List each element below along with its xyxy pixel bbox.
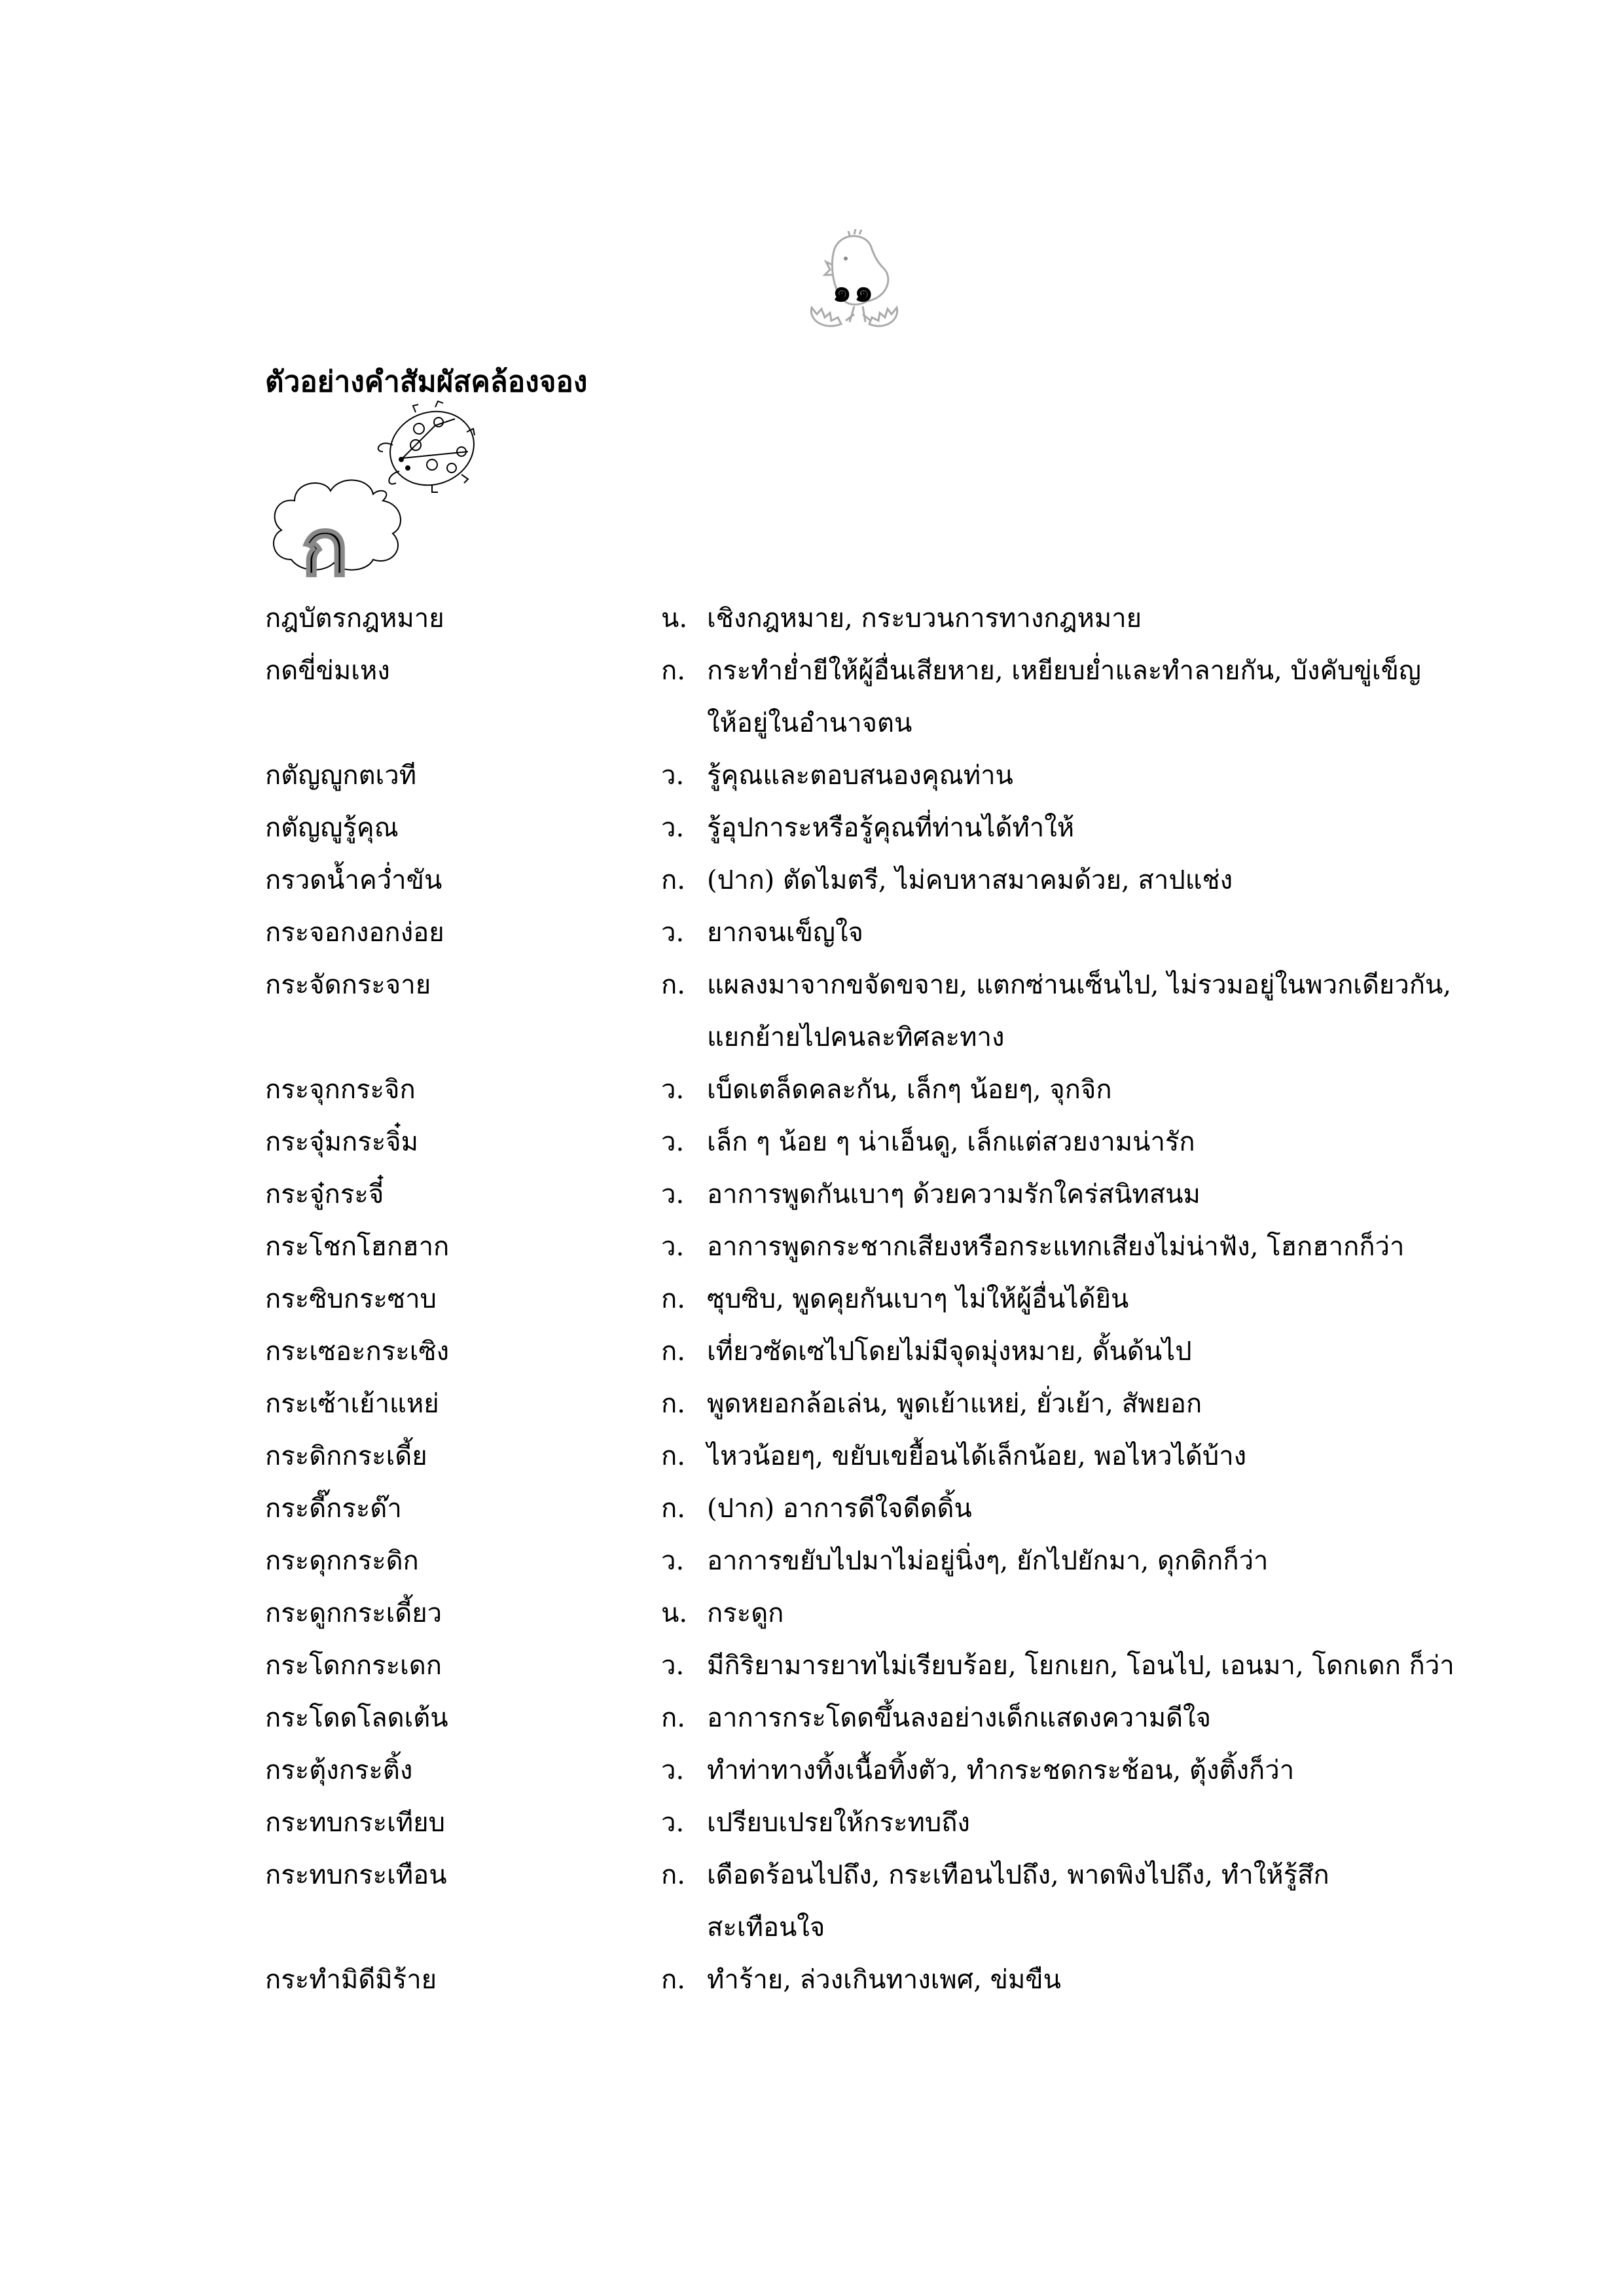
part-of-speech: ว. <box>661 1755 685 1785</box>
entry-word: กระโดดโลดเต้น <box>265 1703 448 1733</box>
entry-definition <box>707 1692 1509 1744</box>
dictionary-entry <box>265 592 1509 645</box>
part-of-speech: น. <box>661 1598 688 1628</box>
entry-word: กระจุ๋มกระจิ๋ม <box>265 1127 418 1157</box>
part-of-speech: ก. <box>661 1965 685 1995</box>
section-illustration <box>265 399 501 594</box>
entry-definition <box>707 1954 1509 2006</box>
dictionary-entry <box>265 854 1509 906</box>
dictionary-entry <box>265 1482 1509 1535</box>
definition-line: (ปาก) ตัดไมตรี, ไม่คบหาสมาคมด้วย, สาปแช่ง <box>707 865 1233 895</box>
entry-definition <box>707 749 1509 802</box>
dictionary-entry <box>265 1692 1509 1744</box>
dictionary-entry <box>265 802 1509 854</box>
dictionary-entry <box>265 1744 1509 1797</box>
ladybug-icon <box>370 399 481 497</box>
dictionary-entry <box>265 1954 1509 2006</box>
entry-word: กรวดน้ำคว่ำขัน <box>265 865 442 895</box>
definition-line: อาการพูดกันเบาๆ ด้วยความรักใคร่สนิทสนม <box>707 1179 1200 1210</box>
entry-word: กระโชกโฮกฮาก <box>265 1232 450 1262</box>
part-of-speech: ก. <box>661 1441 685 1471</box>
entry-definition <box>707 1221 1509 1273</box>
dictionary-entry <box>265 1849 1509 1954</box>
definition-line: เบ็ดเตล็ดคละกัน, เล็กๆ น้อยๆ, จุกจิก <box>707 1075 1112 1105</box>
section-title: ตัวอย่างคำสัมผัสคล้องจอง <box>265 365 588 399</box>
entry-word: กระทบกระเทือน <box>265 1860 447 1890</box>
entry-definition <box>707 854 1509 906</box>
dictionary-entry-list <box>265 592 1509 2006</box>
entry-word: กระจุกกระจิก <box>265 1075 416 1105</box>
part-of-speech: ก. <box>661 1494 685 1524</box>
part-of-speech: ว. <box>661 813 685 843</box>
entry-definition <box>707 1482 1509 1535</box>
definition-line: สะเทือนใจ <box>707 1912 825 1943</box>
dictionary-entry <box>265 1064 1509 1116</box>
entry-definition <box>707 592 1509 645</box>
definition-line: กระทำย่ำยีให้ผู้อื่นเสียหาย, เหยียบย่ำและทำลายกัน, บังคับขู่เข็ญ <box>707 656 1421 686</box>
definition-line: รู้อุปการะหรือรู้คุณที่ท่านได้ทำให้ <box>707 813 1075 843</box>
part-of-speech: ว. <box>661 1808 685 1838</box>
dictionary-entry <box>265 1325 1509 1378</box>
part-of-speech: ก. <box>661 1389 685 1419</box>
part-of-speech: ก. <box>661 656 685 686</box>
definition-line: ทำท่าทางทิ้งเนื้อทิ้งตัว, ทำกระชดกระช้อน, ตุ้งติ้งก็ว่า <box>707 1755 1295 1785</box>
definition-line: พูดหยอกล้อเล่น, พูดเย้าแหย่, ยั่วเย้า, สัพยอก <box>707 1389 1202 1419</box>
dictionary-entry <box>265 1797 1509 1849</box>
part-of-speech: ก. <box>661 1336 685 1367</box>
definition-line: ซุบซิบ, พูดคุยกันเบาๆ ไม่ให้ผู้อื่นได้ยิน <box>707 1284 1129 1314</box>
entry-definition <box>707 959 1509 1064</box>
part-of-speech: ก. <box>661 1860 685 1890</box>
dictionary-entry <box>265 1535 1509 1587</box>
part-of-speech: ว. <box>661 1232 685 1262</box>
entry-word: กระดุกกระดิก <box>265 1546 419 1576</box>
entry-definition <box>707 802 1509 854</box>
page-number-badge <box>792 229 916 334</box>
entry-definition <box>707 645 1509 749</box>
part-of-speech: ก. <box>661 1284 685 1314</box>
definition-line: เปรียบเปรยให้กระทบถึง <box>707 1808 970 1838</box>
definition-line: แยกย้ายไปคนละทิศละทาง <box>707 1022 1005 1052</box>
dictionary-entry <box>265 1273 1509 1325</box>
part-of-speech: ก. <box>661 865 685 895</box>
definition-line: รู้คุณและตอบสนองคุณท่าน <box>707 761 1013 791</box>
entry-word: กระดี๊กระด๊า <box>265 1494 402 1524</box>
entry-word: กตัญญูกตเวที <box>265 761 417 791</box>
entry-definition <box>707 1535 1509 1587</box>
entry-word: กระเซอะกระเซิง <box>265 1336 450 1367</box>
part-of-speech: ว. <box>661 1075 685 1105</box>
entry-definition <box>707 1744 1509 1797</box>
entry-word: กระโดกกระเดก <box>265 1651 442 1681</box>
entry-word: กระจัดกระจาย <box>265 970 431 1000</box>
entry-definition <box>707 1378 1509 1430</box>
entry-definition <box>707 1116 1509 1168</box>
entry-word: กระดิกกระเดี้ย <box>265 1441 427 1471</box>
entry-word: กระดูกกระเดี้ยว <box>265 1598 442 1628</box>
entry-word: กระซิบกระซาบ <box>265 1284 437 1314</box>
entry-definition <box>707 1325 1509 1378</box>
dictionary-entry <box>265 1587 1509 1640</box>
part-of-speech: ว. <box>661 918 685 948</box>
definition-line: กระดูก <box>707 1598 784 1628</box>
definition-line: (ปาก) อาการดีใจดีดดิ้น <box>707 1494 972 1524</box>
section-letter: ก <box>301 503 349 594</box>
entry-definition <box>707 1587 1509 1640</box>
dictionary-entry <box>265 1168 1509 1221</box>
entry-word: กระจู๋กระจี๋ <box>265 1179 384 1210</box>
entry-definition <box>707 1640 1509 1692</box>
entry-definition <box>707 906 1509 959</box>
part-of-speech: ก. <box>661 1703 685 1733</box>
part-of-speech: ว. <box>661 1651 685 1681</box>
definition-line: เล็ก ๆ น้อย ๆ น่าเอ็นดู, เล็กแต่สวยงามน่ารัก <box>707 1127 1195 1157</box>
definition-line: อาการพูดกระชากเสียงหรือกระแทกเสียงไม่น่าฟัง, โฮกฮากก็ว่า <box>707 1232 1405 1262</box>
part-of-speech: น. <box>661 603 688 634</box>
entry-word: กตัญญูรู้คุณ <box>265 813 399 843</box>
dictionary-entry <box>265 749 1509 802</box>
part-of-speech: ว. <box>661 761 685 791</box>
definition-line: ให้อยู่ในอำนาจตน <box>707 708 912 738</box>
definition-line: อาการกระโดดขึ้นลงอย่างเด็กแสดงความดีใจ <box>707 1703 1212 1733</box>
entry-word: กดขี่ข่มเหง <box>265 656 390 686</box>
dictionary-entry <box>265 1378 1509 1430</box>
definition-line: เชิงกฎหมาย, กระบวนการทางกฎหมาย <box>707 603 1142 634</box>
entry-word: กระทำมิดีมิร้าย <box>265 1965 437 1995</box>
dictionary-entry <box>265 1221 1509 1273</box>
entry-word: กระตุ้งกระติ้ง <box>265 1755 413 1785</box>
definition-line: ยากจนเข็ญใจ <box>707 918 863 948</box>
dictionary-entry <box>265 1430 1509 1482</box>
definition-line: มีกิริยามารยาทไม่เรียบร้อย, โยกเยก, โอนไป, เอนมา, โดกเดก ก็ว่า <box>707 1651 1454 1681</box>
part-of-speech: ก. <box>661 970 685 1000</box>
entry-word: กฎบัตรกฎหมาย <box>265 603 444 634</box>
entry-definition <box>707 1168 1509 1221</box>
entry-definition <box>707 1064 1509 1116</box>
dictionary-entry <box>265 1116 1509 1168</box>
definition-line: อาการขยับไปมาไม่อยู่นิ่งๆ, ยักไปยักมา, ดุกดิกก็ว่า <box>707 1546 1269 1576</box>
part-of-speech: ว. <box>661 1127 685 1157</box>
dictionary-entry <box>265 906 1509 959</box>
page-number: ๑๑ <box>832 273 876 308</box>
definition-line: ทำร้าย, ล่วงเกินทางเพศ, ข่มขืน <box>707 1965 1061 1995</box>
definition-line: ไหวน้อยๆ, ขยับเขยื้อนได้เล็กน้อย, พอไหวได้บ้าง <box>707 1441 1247 1471</box>
entry-word: กระจอกงอกง่อย <box>265 918 444 948</box>
definition-line: เดือดร้อนไปถึง, กระเทือนไปถึง, พาดพิงไปถึง, ทำให้รู้สึก <box>707 1860 1329 1890</box>
entry-definition <box>707 1797 1509 1849</box>
entry-word: กระทบกระเทียบ <box>265 1808 445 1838</box>
part-of-speech: ว. <box>661 1546 685 1576</box>
definition-line: เที่ยวซัดเซไปโดยไม่มีจุดมุ่งหมาย, ดั้นด้นไป <box>707 1336 1192 1367</box>
part-of-speech: ว. <box>661 1179 685 1210</box>
definition-line: แผลงมาจากขจัดขจาย, แตกซ่านเซ็นไป, ไม่รวมอยู่ในพวกเดียวกัน, <box>707 970 1452 1000</box>
dictionary-entry <box>265 1640 1509 1692</box>
dictionary-entry <box>265 645 1509 749</box>
entry-definition <box>707 1273 1509 1325</box>
entry-definition <box>707 1849 1509 1954</box>
dictionary-entry <box>265 959 1509 1064</box>
entry-definition <box>707 1430 1509 1482</box>
entry-word: กระเซ้าเย้าแหย่ <box>265 1389 439 1419</box>
